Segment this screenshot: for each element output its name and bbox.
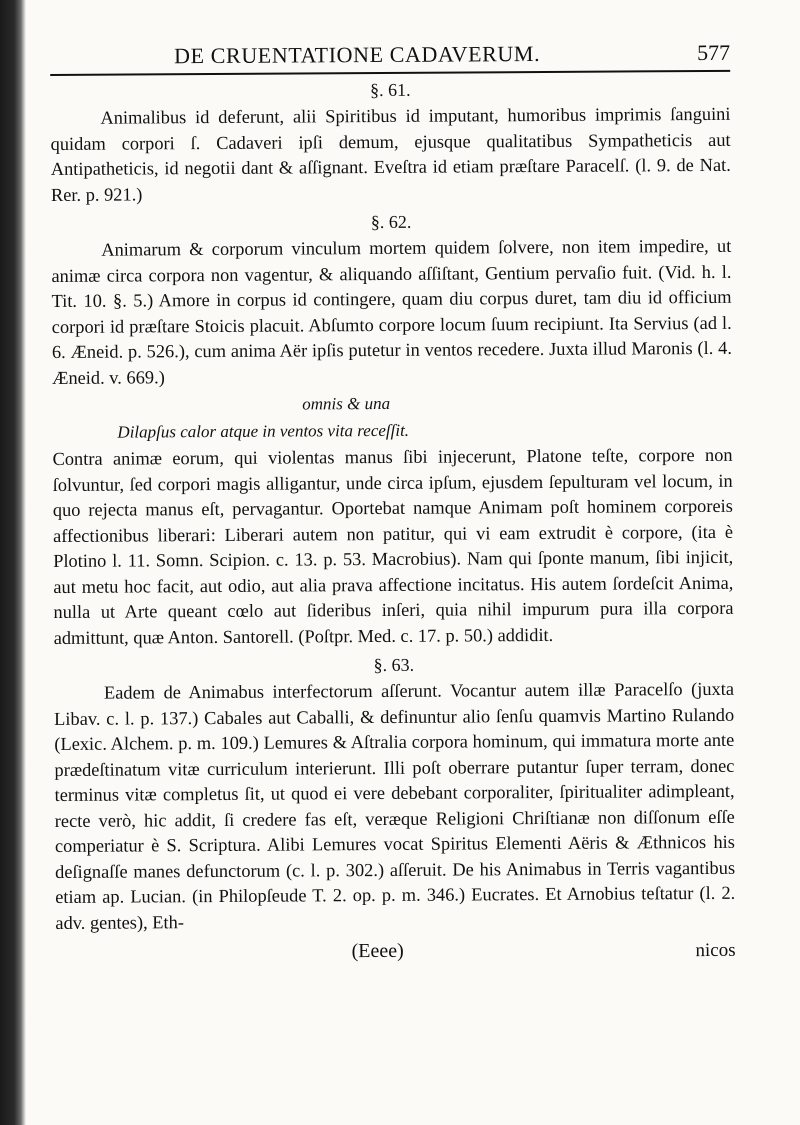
- paragraph: Contra animæ eorum, qui violentas manus ſibi injecerunt, Platone teſte, corpore non ſolvuntur, ſed corpori magis alligantur, unde circa ipſum, ejusdem ſepulturam vel locum, in quo rejecta manus eſt, pervagantur. Oportebat namque Animam poſt hominem corporeis affectionibus liberari: Liberari autem non patitur, qui vi eam extrudit è corpore, (ita è Plotino l. 11. Somn. Scipion. c. 13. p. 53. Macrobius). Nam qui ſponte manum, ſibi injicit, aut metu hoc facit, aut odio, aut alia prava affectione incitatus. His autem ſordeſcit Anima, nulla ut Arte queant cœlo aut ſideribus inſeri, quia nihil impurum pura illa corpora admittunt, quæ Anton. Santorell. (Poſtpr. Med. c. 17. p. 50.) addidit.: [52, 444, 734, 648]
- page-footer: [56, 938, 736, 974]
- section-number: §. 62.: [370, 211, 412, 233]
- catchword: nicos: [695, 939, 736, 962]
- section-number: §. 61.: [370, 79, 411, 101]
- paragraph: Animalibus id deferunt, alii Spiritibus id imputant, humoribus imprimis ſanguini quidam corpori ſ. Cadaveri ipſi demum, ejusque qualitatibus Sympatheticis aut Antipatheticis, id negotii dant & aſſignant. Eveſtra id etiam præſtare Paracelſ. (l. 9. de Nat. Rer. p. 921.): [50, 103, 731, 205]
- book-spine-shadow: [0, 0, 26, 1125]
- running-head: [50, 36, 730, 76]
- signature-mark: (Eeee): [351, 939, 404, 963]
- running-title: DE CRUENTATIONE CADAVERUM.: [174, 41, 541, 69]
- paragraph: Eadem de Animabus interfectorum aſſerunt. Vocantur autem illæ Paracelſo (juxta Libav. c. l. p. 137.) Cabales aut Caballi, & definuntur alio ſenſu quamvis Martino Rulando (Lexic. Alchem. p. m. 109.) Lemures & Aſtralia corpora hominum, qui immatura morte ante prædeſtinatum vitæ curriculum interierunt. Illi poſt oberrare putantur ſuper terram, donec terminus vitæ completus ſit, ut quod ei vere debebant corporaliter, ſpiritualiter adimpleant, recte verò, hic addit, ſi credere fas eſt, veræque Religioni Chriſtianæ non diſſonum eſſe comperiatur è S. Scriptura. Alibi Lemures vocat Spiritus Elementi Aëris & Æthnicos his deſignaſſe manes defunctorum (c. l. p. 302.) aſſeruit. De his Animabus in Terris vagantibus etiam ap. Lucian. (in Philopſeude T. 2. op. p. m. 346.) Eucrates. Et Arnobius teſtatur (l. 2. adv. gentes), Eth-: [54, 678, 736, 933]
- paragraph: Animarum & corporum vinculum mortem quidem ſolvere, non item impedire, ut animæ circa corpora non vagentur, & aliquando aſſiſtant, Gentium pervaſio fuit. (Vid. h. l. Tit. 10. §. 5.) Amore in corpus id contingere, quam diu corpus duret, tam diu id officium corpori id præſtare Stoicis placuit. Abſumto corpore locum ſuum recipiunt. Ita Servius (ad l. 6. Æneid. p. 526.), cum anima Aër ipſis putetur in ventos recedere. Juxta illud Maronis (l. 4. Æneid. v. 669.): [51, 235, 732, 388]
- section-number: §. 63.: [373, 654, 415, 676]
- verse-line: omnis & una: [302, 393, 391, 414]
- book-page: [50, 36, 736, 974]
- page-number: 577: [697, 39, 731, 66]
- verse-line: Dilapſus calor atque in ventos vita receſſit.: [117, 420, 410, 442]
